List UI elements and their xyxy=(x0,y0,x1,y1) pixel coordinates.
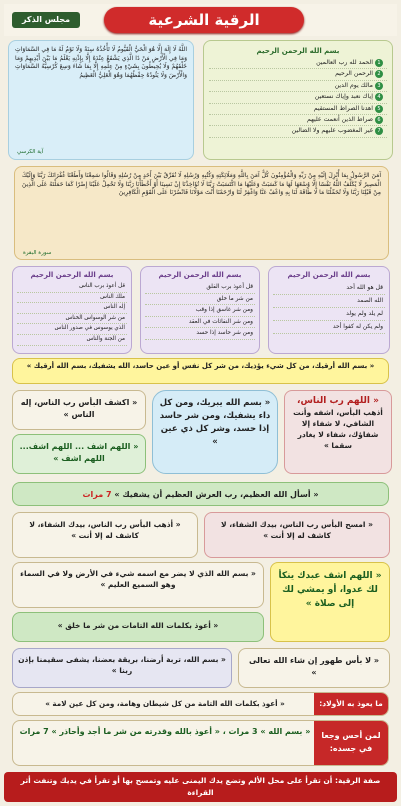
surah-line: قل أعوذ برب الناس xyxy=(17,282,127,293)
dua-la-bas: « لا بأس طهور إن شاء الله تعالى » xyxy=(238,648,390,688)
dua-turbat-ardina: « بسم الله، تربة أرضنا، بريقة بعضنا، يشفى سقيمنا بإذن ربنا » xyxy=(12,648,232,688)
surah-line: لم يلد ولم يولد xyxy=(273,308,385,321)
fatiha-verse: 2الرحمن الرحيم xyxy=(209,69,387,80)
fatiha-basmala: بسم الله الرحمن الرحيم xyxy=(256,47,340,55)
surah-lines xyxy=(145,282,255,340)
ayat-kursi-ref: آية الكرسي xyxy=(17,149,44,155)
surah-line: من شر الوسواس الخناس xyxy=(17,314,127,325)
dua-ikshif: « اكشف البأس رب الناس، إله الناس » xyxy=(12,390,146,430)
surah-line: الذي يوسوس في صدور الناس xyxy=(17,324,127,335)
surah-line: ولم يكن له كفوا أحد xyxy=(273,321,385,334)
baqarah-end-text: آمَنَ الرَّسُولُ بِمَا أُنْزِلَ إِلَيْهِ مِنْ رَبِّهِ وَالْمُؤْمِنُونَ كُلٌّ آمَنَ بِاللَّهِ وَمَلَائِكَتِهِ وَكُتُبِهِ وَرُسُلِهِ لَا نُفَرِّقُ بَيْنَ أَحَدٍ مِنْ رُسُلِهِ وَقَالُوا سَمِعْنَا وَأَطَعْنَا غُفْرَانَكَ رَبَّنَا وَإِلَيْكَ الْمَصِيرُ لَا يُكَلِّفُ اللَّهُ نَفْسًا إِلَّا وُسْعَهَا لَهَا مَا كَسَبَتْ وَعَلَيْهَا مَا اكْتَسَبَتْ رَبَّنَا لَا تُؤَاخِذْنَا إِنْ نَسِينَا أَوْ أَخْطَأْنَا رَبَّنَا وَلَا تَحْمِلْ عَلَيْنَا إِصْرًا كَمَا حَمَلْتَهُ عَلَى الَّذِينَ مِنْ قَبْلِنَا رَبَّنَا وَلَا تُحَمِّلْنَا مَا لَا طَاقَةَ لَنَا بِهِ وَاعْفُ عَنَّا وَاغْفِرْ لَنَا وَارْحَمْنَا أَنْتَ مَوْلَانَا فَانْصُرْنَا عَلَى الْقَوْمِ الْكَافِرِينَ xyxy=(22,172,381,197)
ayat-kursi-card xyxy=(8,40,194,160)
dua-adhhib: « أذهب البأس رب الناس، بيدك الشفاء، لا كاشف له إلا أنت » xyxy=(12,512,198,558)
surah-line: قل أعوذ برب الفلق xyxy=(145,282,255,294)
fatiha-verse: 6صراط الذين أنعمت عليهم xyxy=(209,115,387,126)
dua-allahumma-rabb xyxy=(284,390,392,474)
dua-allahumma-rabb-text: أذهب البأس، اشفه وأنت الشافي، لا شفاء إلا شفاؤك، شفاء لا يغادر سقما » xyxy=(293,408,383,450)
surah-basmala: بسم الله الرحمن الرحيم xyxy=(287,271,371,279)
pain-row xyxy=(12,720,389,766)
surah-card-falaq xyxy=(140,266,260,354)
surah-card-ikhlas xyxy=(268,266,390,354)
baqarah-end-ref: سورة البقرة xyxy=(23,250,52,256)
surah-line: ومن شر حاسد إذا حسد xyxy=(145,328,255,340)
surah-basmala: بسم الله الرحمن الرحيم xyxy=(158,271,242,279)
surah-line: ملك الناس xyxy=(17,293,127,304)
repeat-count: 7 مرات xyxy=(82,490,112,499)
dua-la-yadurr: « بسم الله الذي لا يضر مع اسمه شيء في الأرض ولا في السماء وهو السميع العليم » xyxy=(12,562,264,608)
surah-line: إله الناس xyxy=(17,303,127,314)
dua-asalullah-text: « أسأل الله العظيم، رب العرش العظيم أن يشفيك » xyxy=(114,490,319,499)
surah-line: الله الصمد xyxy=(273,295,385,308)
baqarah-end-card xyxy=(14,166,389,260)
surah-lines xyxy=(273,282,385,334)
surah-line: ومن شر غاسق إذا وقب xyxy=(145,305,255,317)
page-title: الرقية الشرعية xyxy=(104,7,304,33)
fatiha-verses xyxy=(209,58,387,138)
fatiha-verse: 7غير المغضوب عليهم ولا الضالين xyxy=(209,126,387,137)
fatiha-verse: 5اهدنا الصراط المستقيم xyxy=(209,104,387,115)
dua-audhu-kalimat: « أعوذ بكلمات الله التامات من شر ما خلق » xyxy=(12,612,264,642)
ayat-kursi-text: اللَّهُ لَا إِلَهَ إِلَّا هُوَ الْحَيُّ الْقَيُّومُ لَا تَأْخُذُهُ سِنَةٌ وَلَا نَوْمٌ لَهُ مَا فِي السَّمَاوَاتِ وَمَا فِي الْأَرْضِ مَنْ ذَا الَّذِي يَشْفَعُ عِنْدَهُ إِلَّا بِإِذْنِهِ يَعْلَمُ مَا بَيْنَ أَيْدِيهِمْ وَمَا خَلْفَهُمْ وَلَا يُحِيطُونَ بِشَيْءٍ مِنْ عِلْمِهِ إِلَّا بِمَا شَاءَ وَسِعَ كُرْسِيُّهُ السَّمَاوَاتِ وَالْأَرْضَ وَلَا يَئُودُهُ حِفْظُهُمَا وَهُوَ الْعَلِيُّ الْعَظِيمُ xyxy=(15,46,187,79)
fatiha-verse: 3مالك يوم الدين xyxy=(209,81,387,92)
surah-line: قل هو الله أحد xyxy=(273,282,385,295)
dua-asalullah xyxy=(12,482,389,506)
brand-logo: مجلس الذكر xyxy=(12,12,80,28)
fatiha-card xyxy=(203,40,393,160)
children-dua: « أعوذ بكلمات الله التامة من كل شيطان وهامة، ومن كل عين لامة » xyxy=(45,699,285,708)
dua-allahumma-ishfi: « اللهم اشف ... اللهم اشف... اللهم اشف » xyxy=(12,434,146,474)
surah-card-nas xyxy=(12,266,132,354)
surah-line: من شر ما خلق xyxy=(145,294,255,306)
fatiha-verse: 1الحمد لله رب العالمين xyxy=(209,58,387,69)
dua-bismillah-yubrik: « بسم الله يبريك، ومن كل داء يشفيك، ومن شر حاسد إذا حسد، وشر كل ذي عين » xyxy=(152,390,278,474)
surah-basmala: بسم الله الرحمن الرحيم xyxy=(30,271,114,279)
children-label: ما يعوذ به الأولاد: xyxy=(314,693,388,715)
dua-imsah: « امسح البأس رب الناس، بيدك الشفاء، لا كاشف له إلا أنت » xyxy=(204,512,390,558)
dua-allahumma-rabb-title: « اللهم رب الناس، xyxy=(297,396,379,406)
dua-irqik: « بسم الله أرقيك، من كل شيء يؤذيك، من شر كل نفس أو عين حاسد، الله يشفيك، بسم الله أرقيك » xyxy=(12,358,389,384)
pain-label: لمن أحس وجعا في جسده: xyxy=(314,721,388,765)
fatiha-verse: 4إياك نعبد وإياك نستعين xyxy=(209,92,387,103)
surah-lines xyxy=(17,282,127,346)
surah-line: من الجنة والناس xyxy=(17,335,127,346)
children-row xyxy=(12,692,389,716)
surah-line: ومن شر النفاثات في العقد xyxy=(145,317,255,329)
header-bar xyxy=(4,4,397,36)
dua-ishfi-abdak: « اللهم اشف عبدك ينكأ لك عدوا، أو يمشي لك إلى صلاة » xyxy=(270,562,390,642)
footer-note: صفة الرقية: أن تقرأ على محل الألم وتضع يدك اليمنى عليه وتمسح بها أو تقرأ في يديك وتنفث أثر القراءة xyxy=(4,772,397,802)
pain-dua: « بسم الله » 3 مرات ، « أعوذ بالله وقدرته من شر ما أجد وأحاذر » 7 مرات xyxy=(19,727,311,736)
